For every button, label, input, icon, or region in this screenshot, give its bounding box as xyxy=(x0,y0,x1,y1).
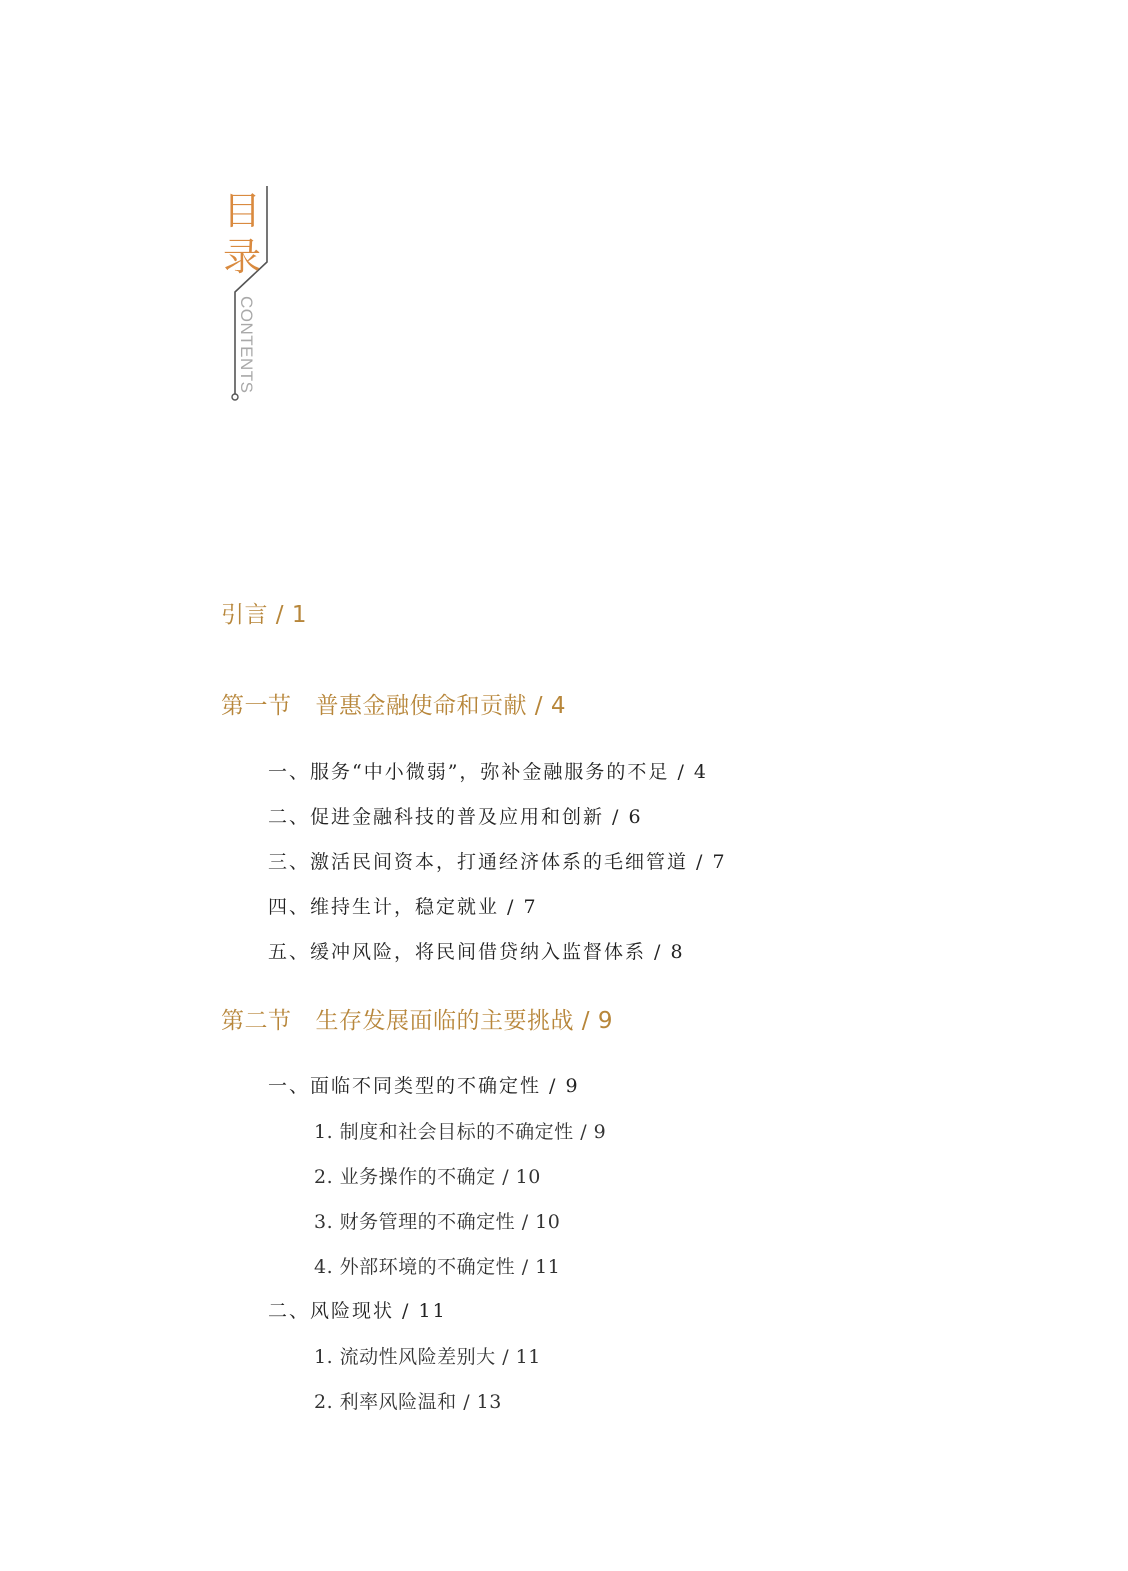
title-char-lu: 录 xyxy=(223,235,262,279)
toc-section-1-link[interactable] xyxy=(221,695,566,718)
toc-s1-item-1[interactable]: 一、服务“中小微弱”，弥补金融服务的不足 / 4 xyxy=(268,761,708,783)
contents-subtitle: CONTENTS xyxy=(237,296,256,394)
toc-s2-item-1-sub-2[interactable]: 2. 业务操作的不确定 / 10 xyxy=(314,1166,541,1188)
toc-s1-item-4[interactable]: 四、维持生计，稳定就业 / 7 xyxy=(268,896,538,918)
toc-s1-item-5[interactable]: 五、缓冲风险，将民间借贷纳入监督体系 / 8 xyxy=(268,941,685,963)
toc-s1-item-2[interactable]: 二、促进金融科技的普及应用和创新 / 6 xyxy=(268,806,643,828)
toc-section-2-link[interactable] xyxy=(221,1010,613,1033)
toc-s2-item-1-sub-1[interactable]: 1. 制度和社会目标的不确定性 / 9 xyxy=(314,1121,607,1143)
toc-s2-item-1-sub-3[interactable]: 3. 财务管理的不确定性 / 10 xyxy=(314,1211,561,1233)
toc-s2-item-2-sub-2[interactable]: 2. 利率风险温和 / 13 xyxy=(314,1391,502,1413)
section-1-title: 普惠金融使命和贡献 / 4 xyxy=(315,693,567,719)
toc-s2-item-1[interactable]: 一、面临不同类型的不确定性 / 9 xyxy=(268,1075,580,1097)
section-2-title: 生存发展面临的主要挑战 / 9 xyxy=(315,1008,614,1034)
toc-s2-item-2-sub-1[interactable]: 1. 流动性风险差别大 / 11 xyxy=(314,1346,541,1368)
toc-intro-link[interactable]: 引言 / 1 xyxy=(221,602,308,628)
section-1-prefix: 第一节 xyxy=(221,693,292,719)
title-char-mu: 目 xyxy=(223,189,262,233)
toc-s2-item-1-sub-4[interactable]: 4. 外部环境的不确定性 / 11 xyxy=(314,1256,561,1278)
section-2-prefix: 第二节 xyxy=(221,1008,292,1034)
toc-s2-item-2[interactable]: 二、风险现状 / 11 xyxy=(268,1300,447,1322)
toc-s1-item-3[interactable]: 三、激活民间资本，打通经济体系的毛细管道 / 7 xyxy=(268,851,727,873)
